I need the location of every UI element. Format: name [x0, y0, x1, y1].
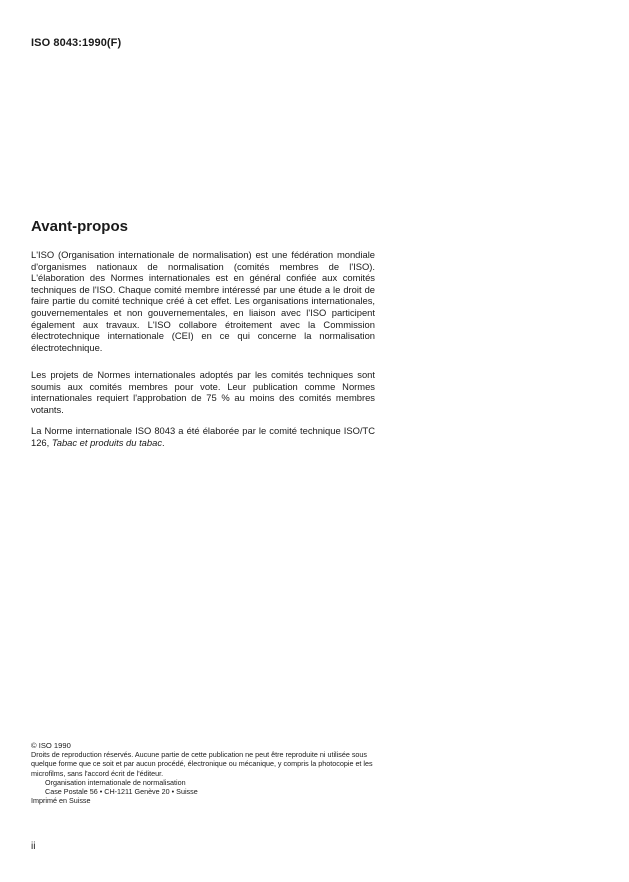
- foreword-paragraph-2: Les projets de Normes internationales adoptés par les comités techniques sont soumis aux comités membres pour vote. Leur publication comme Normes internationales requiert l'approbation de 75 % au moins des comités membres votants.: [31, 369, 375, 415]
- copyright-notice: © ISO 1990: [31, 741, 71, 750]
- page-number: ii: [31, 841, 36, 852]
- paragraph-3-lead: La Norme internationale ISO 8043 a été élaborée par le comité technique ISO/TC 126,: [31, 425, 375, 448]
- section-title: Avant-propos: [31, 218, 128, 235]
- foreword-paragraph-1: L'ISO (Organisation internationale de normalisation) est une fédération mondiale d'organismes nationaux de normalisation (comités membres de l'ISO). L'élaboration des Normes internationales est en général confiée aux comités techniques de l'ISO. Chaque comité membre intéressé par une étude a le droit de faire partie du comité technique créé à cet effet. Les organisations internationales, gouvernementales et non gouvernementales, en liaison avec l'ISO participent également aux travaux. L'ISO collabore étroitement avec la Commission électrotechnique internationale (CEI) en ce qui concerne la normalisation électrotechnique.: [31, 249, 375, 353]
- publisher-address: Case Postale 56 • CH-1211 Genève 20 • Suisse: [45, 787, 198, 797]
- printed-in: Imprimé en Suisse: [31, 796, 91, 806]
- committee-title: Tabac et produits du tabac: [51, 436, 163, 448]
- paragraph-3-tail: .: [162, 436, 165, 448]
- rights-statement: Droits de reproduction réservés. Aucune partie de cette publication ne peut être reproduite ni utilisée sous quelque forme que ce soit et par aucun procédé, électronique ou mécanique, y compris la photocopie et les microfilms, sans l'accord écrit de l'éditeur.: [31, 750, 373, 778]
- publisher-name: Organisation internationale de normalisation: [45, 777, 186, 787]
- copyright-block: [31, 741, 381, 805]
- document-id: ISO 8043:1990(F): [31, 37, 122, 49]
- foreword-paragraph-3: [31, 425, 375, 448]
